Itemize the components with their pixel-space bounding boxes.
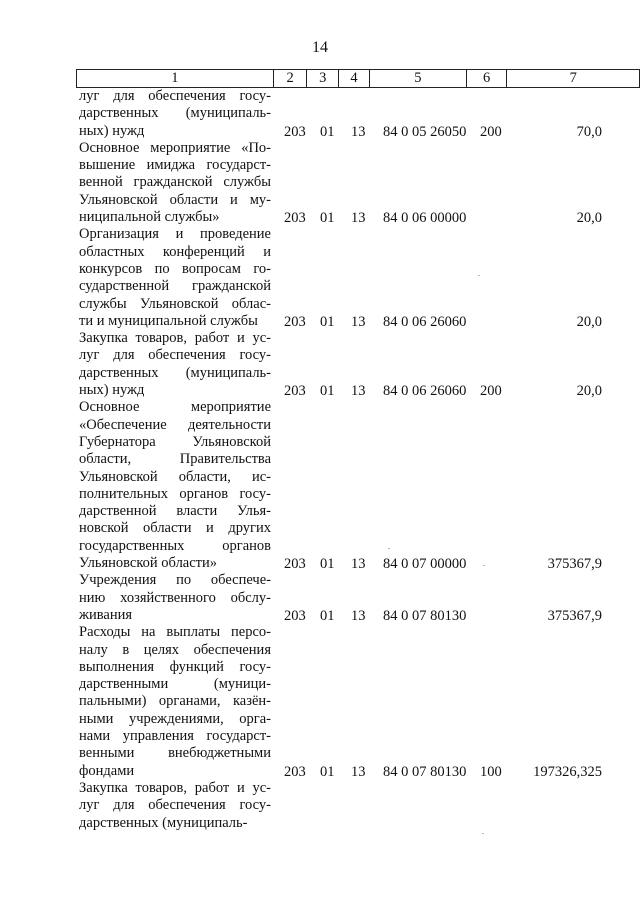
row-description xyxy=(79,330,271,399)
row-c4-value: 13 xyxy=(351,210,366,227)
row-description xyxy=(79,140,271,226)
description-line: вышение имиджа государст- xyxy=(79,157,271,174)
row-c6-value: 200 xyxy=(480,123,502,140)
description-line: «Обеспечение деятельности xyxy=(79,416,271,433)
row-c4-value: 13 xyxy=(351,763,366,780)
row-c5-value: 84 0 07 80130 xyxy=(383,608,467,624)
row-c4-value: 13 xyxy=(351,123,366,140)
row-c7-value: 197326,325 xyxy=(533,763,602,780)
row-c5-value: 84 0 06 00000 xyxy=(383,210,467,227)
row-c4-value: 13 xyxy=(351,313,366,330)
description-line: дарственных (муниципаль- xyxy=(79,814,248,831)
description-line: Учреждения по обеспече- xyxy=(79,572,271,589)
description-line: сударственной гражданской xyxy=(79,278,271,295)
header-col-2: 2 xyxy=(273,70,307,88)
description-line: ными учреждениями, орга- xyxy=(79,710,271,727)
row-c3-value: 01 xyxy=(320,313,335,330)
description-line: службы Ульяновской облас- xyxy=(79,295,271,312)
row-c7-value: 375367,9 xyxy=(547,556,602,573)
row-c3-value: 01 xyxy=(320,123,335,140)
row-c7-value: 375367,9 xyxy=(547,608,602,624)
table-header xyxy=(76,69,640,88)
row-c3-value: 01 xyxy=(320,383,335,400)
description-line: Организация и проведение xyxy=(79,226,271,243)
description-line: нию хозяйственного обслу- xyxy=(79,589,271,606)
row-description xyxy=(79,399,271,572)
description-line: ниципальной службы» xyxy=(79,209,220,226)
row-description xyxy=(79,572,271,624)
header-col-5: 5 xyxy=(369,70,466,88)
description-line: ных) нужд xyxy=(79,382,145,399)
description-line: дарственными (муници- xyxy=(79,676,271,693)
description-line: луг для обеспечения госу- xyxy=(79,797,271,814)
row-c5-value: 84 0 07 00000 xyxy=(383,556,467,573)
row-c2-value: 203 xyxy=(284,608,306,624)
row-c7-value: 20,0 xyxy=(576,383,602,400)
header-col-4: 4 xyxy=(339,70,370,88)
description-line: венными внебюджетными xyxy=(79,745,271,762)
description-line: областных конференций и xyxy=(79,243,271,260)
row-c4-value: 13 xyxy=(351,608,366,624)
description-line: Основное мероприятие «По- xyxy=(79,139,271,156)
row-c4-value: 13 xyxy=(351,383,366,400)
row-c3-value: 01 xyxy=(320,556,335,573)
row-c7-value: 70,0 xyxy=(576,123,602,140)
row-description xyxy=(79,226,271,330)
row-c4-value: 13 xyxy=(351,556,366,573)
header-col-7: 7 xyxy=(507,70,640,88)
row-c2-value: 203 xyxy=(284,556,306,573)
description-line: Основное мероприятие xyxy=(79,399,271,416)
description-line: Закупка товаров, работ и ус- xyxy=(79,330,271,347)
row-c6-value: 100 xyxy=(480,763,502,780)
header-col-3: 3 xyxy=(307,70,339,88)
row-c3-value: 01 xyxy=(320,608,335,624)
description-line: ти и муниципальной службы xyxy=(79,312,258,329)
description-line: Ульяновской области и му- xyxy=(79,191,271,208)
row-c5-value: 84 0 06 26060 xyxy=(383,383,467,400)
description-line: Расходы на выплаты персо- xyxy=(79,624,271,641)
row-c2-value: 203 xyxy=(284,763,306,780)
row-c7-value: 20,0 xyxy=(576,210,602,227)
description-line: области, Правительства xyxy=(79,451,271,468)
row-c7-value: 20,0 xyxy=(576,313,602,330)
page-number: 14 xyxy=(312,39,328,56)
description-line: фондами xyxy=(79,762,135,779)
description-line: Ульяновской области, ис- xyxy=(79,468,271,485)
header-col-6: 6 xyxy=(466,70,507,88)
row-c2-value: 203 xyxy=(284,123,306,140)
description-line: налу в целях обеспечения xyxy=(79,641,271,658)
row-c6-value: 200 xyxy=(480,383,502,400)
description-line: луг для обеспечения госу- xyxy=(79,88,271,104)
description-line: государственных органов xyxy=(79,537,271,554)
description-line: луг для обеспечения госу- xyxy=(79,347,271,364)
description-line: дарственных (муниципаль- xyxy=(79,364,271,381)
row-c3-value: 01 xyxy=(320,763,335,780)
row-description xyxy=(79,780,271,832)
description-line: полнительных органов госу- xyxy=(79,485,271,502)
row-c3-value: 01 xyxy=(320,210,335,227)
description-line: Ульяновской области» xyxy=(79,555,218,572)
description-line: нами управления государст- xyxy=(79,728,271,745)
row-c2-value: 203 xyxy=(284,313,306,330)
description-line: дарственных (муниципаль- xyxy=(79,105,271,122)
row-c2-value: 203 xyxy=(284,383,306,400)
description-line: выполнения функций госу- xyxy=(79,658,271,675)
row-c5-value: 84 0 06 26060 xyxy=(383,313,467,330)
description-line: новской области и других xyxy=(79,520,271,537)
row-description xyxy=(79,624,271,780)
description-line: живания xyxy=(79,606,133,623)
row-c2-value: 203 xyxy=(284,210,306,227)
row-description xyxy=(79,88,271,140)
row-c5-value: 84 0 07 80130 xyxy=(383,763,467,780)
row-c5-value: 84 0 05 26050 xyxy=(383,123,467,140)
description-line: пальными) органами, казён- xyxy=(79,693,271,710)
header-col-1: 1 xyxy=(77,70,274,88)
description-line: венной гражданской службы xyxy=(79,174,271,191)
description-line: ных) нужд xyxy=(79,122,145,139)
description-line: дарственной власти Улья- xyxy=(79,503,271,520)
description-line: конкурсов по вопросам го- xyxy=(79,260,271,277)
description-line: Закупка товаров, работ и ус- xyxy=(79,780,271,796)
description-line: Губернатора Ульяновской xyxy=(79,433,271,450)
